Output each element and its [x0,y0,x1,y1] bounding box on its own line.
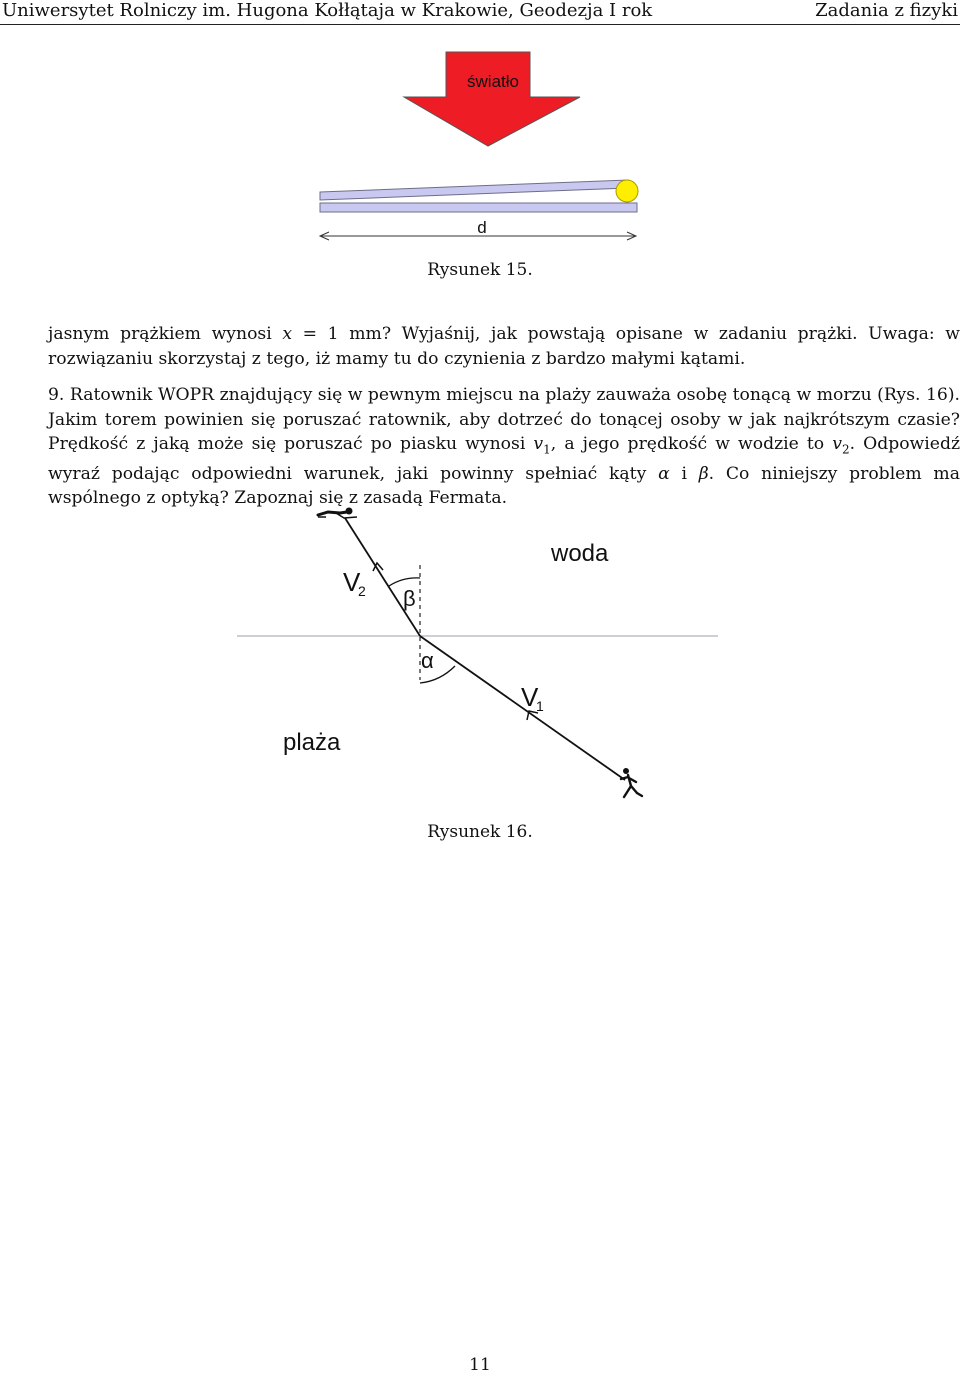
p2-text-b: , a jego prędkość w wodzie to [550,434,833,454]
p2-beta: β [698,463,709,484]
beach-label: plaża [283,729,341,756]
p1-var-x: x [282,324,293,344]
distance-label: d [477,218,487,237]
runner-icon [621,768,642,797]
v1-subscript: 1 [536,698,544,714]
beta-label: β [403,586,416,611]
light-arrow [404,52,580,146]
p2-text-a: 9. Ratownik WOPR znajdujący się w pewnym miejscu na plaży zauważa osobę tonącą w morzu (Rys. 16). Jakim torem powinien się poruszać ratownik, aby dotrzeć do tonącej osoby w jak najkrótszym czasie? Prędkość z jaką może się poruszać po piasku wynosi [48,385,960,454]
swimmer-icon [318,508,357,518]
p2-text-e: . Co niniejszy problem ma wspólnego z optyką? Zapoznaj się z zasadą Fermata. [48,463,960,509]
glass-plate-lower [320,203,637,212]
p2-var-v1: v [533,434,544,454]
figure-15 [0,40,960,250]
v1-label: V [521,682,539,712]
figure-15-caption: Rysunek 15. [427,260,533,280]
header-right: Zadania z fizyki [815,0,958,21]
v2-label: V [343,567,361,597]
v2-subscript: 2 [358,583,366,599]
p2-text-c: . Odpowiedź wyraź podając odpowiedni warunek, jaki powinny spełniać kąty [48,434,960,484]
p1-text-b: = 1 mm? Wyjaśnij, jak powstają opisane w zadaniu prążki. Uwaga: w rozwiązaniu skorzystaj z tego, iż mamy tu do czynienia z bardzo małymi kątami. [48,324,960,369]
figure-16-caption: Rysunek 16. [427,822,533,842]
page-number: 11 [469,1355,491,1375]
wire-ball [616,180,638,202]
glass-plate-upper [320,180,628,200]
paragraph-continuation [48,322,960,371]
p2-alpha: α [658,463,670,484]
p1-text-a: jasnym prążkiem wynosi [48,324,283,344]
alpha-label: α [421,648,434,673]
running-header [0,0,960,24]
p2-text-d: i [669,463,699,484]
figure-16 [0,495,960,815]
light-arrow-label: światło [467,72,519,91]
p2-var-v2: v [832,434,842,454]
problem-9-text [48,383,960,511]
beta-arc [389,578,420,586]
header-rule [0,24,960,25]
p2-var-v1-sub: 1 [543,442,551,457]
p2-var-v2-sub: 2 [841,442,850,457]
water-label: woda [551,540,609,567]
header-left: Uniwersytet Rolniczy im. Hugona Kołłątaja w Krakowie, Geodezja I rok [2,0,653,21]
